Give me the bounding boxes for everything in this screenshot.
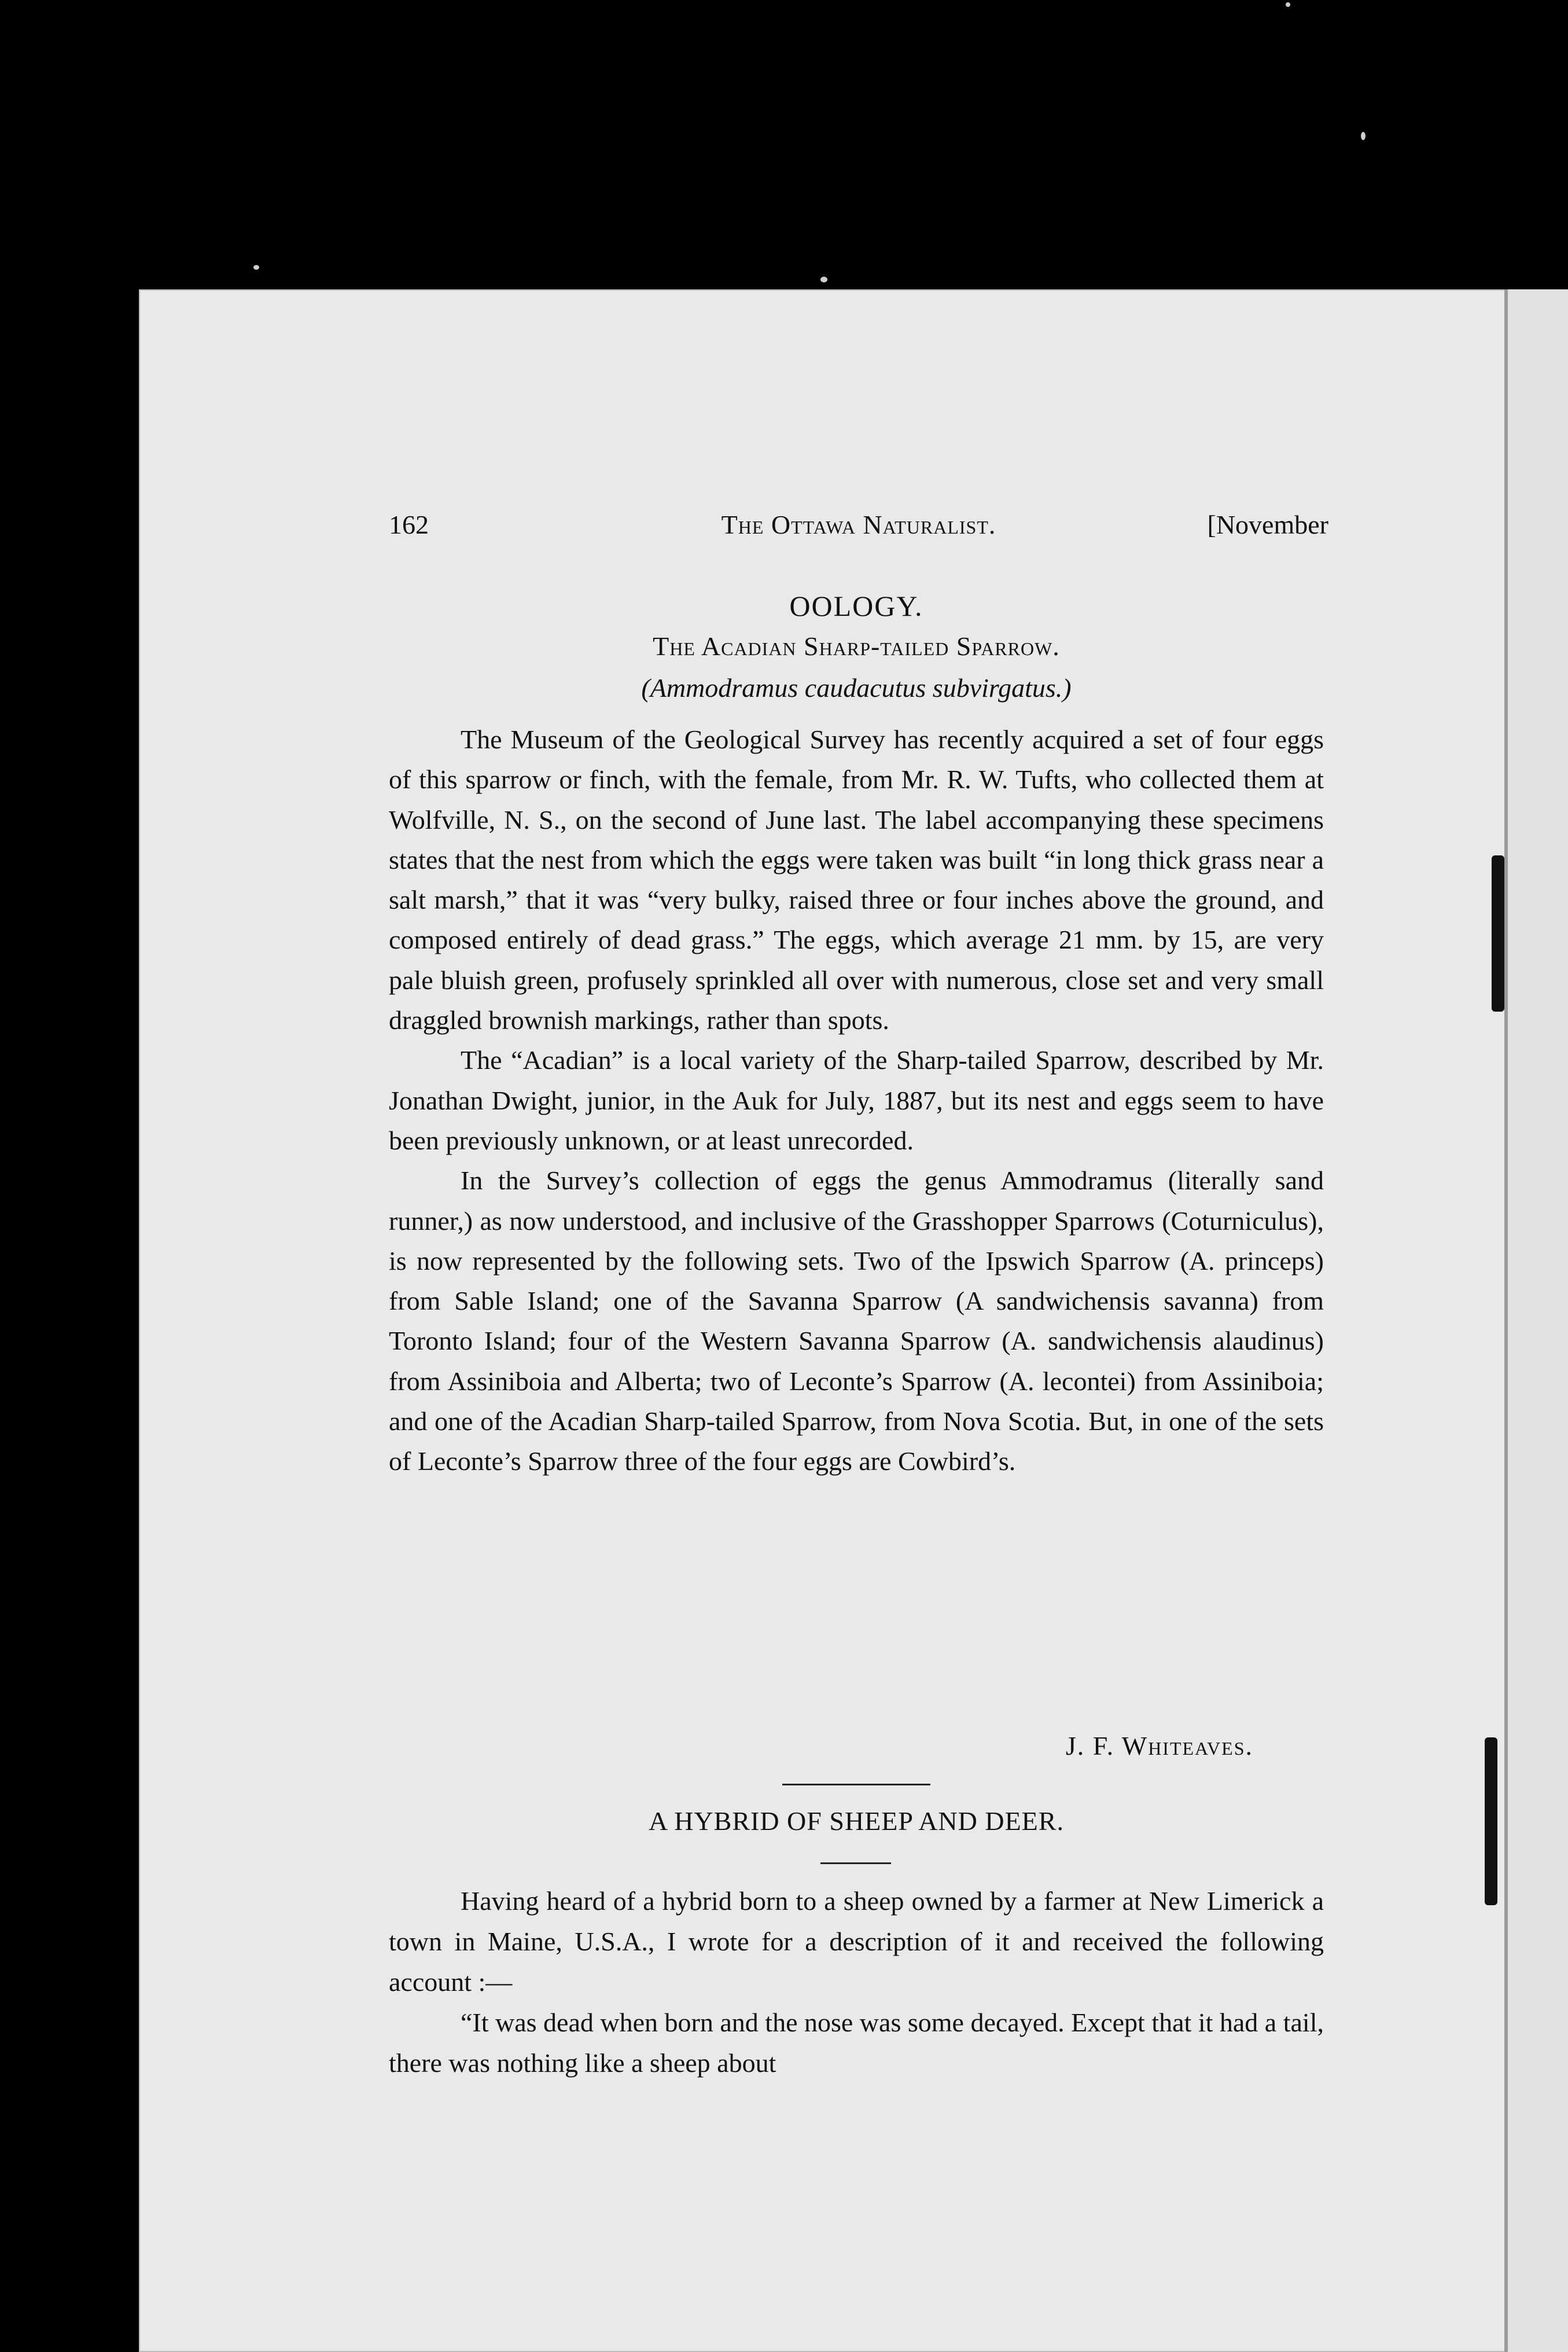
latin-name: (Ammodramus caudacutus subvirgatus.)	[641, 673, 1072, 703]
issue-month: [November	[1207, 510, 1328, 539]
paragraph: Having heard of a hybrid born to a sheep owned by a farmer at New Limerick a town in Maine, U.S.A., I wrote for a description of it and received the following account :—	[389, 1886, 1324, 1997]
film-speck	[820, 277, 827, 282]
page-number: 162	[389, 510, 429, 539]
paragraph: In the Survey’s collection of eggs the genus Ammodramus (literally sand runner,) as now understood, and inclusive of the Grasshopper Sparrows (Coturniculus), is now represented by the following sets. Two of the Ipswich Sparrow (A. princeps) from Sable Island; one of the Savanna Sparrow (A sandwichensis savanna) from Toronto Island; four of the Western Savanna Sparrow (A. sandwichensis alaudinus) from Assiniboia and Alberta; two of Leconte’s Sparrow (A. lecontei) from Assiniboia; and one of the Acadian Sharp-tailed Sparrow, from Nova Scotia. But, in one of the sets of Leconte’s Sparrow three of the four eggs are Cowbird’s.	[389, 1166, 1324, 1476]
film-speck	[1361, 132, 1365, 140]
paragraph: The Museum of the Geological Survey has recently acquired a set of four eggs of this sparrow or finch, with the female, from Mr. R. W. Tufts, who collected them at Wolfville, N. S., on the second of June last. The label accompanying these specimens states that the nest from which the eggs were taken was built “in long thick grass near a salt marsh,” that it was “very bulky, raised three or four inches above the ground, and composed entirely of dead grass.” The eggs, which average 21 mm. by 15, are very pale bluish green, profusely sprinkled all over with numerous, close set and very small draggled brownish markings, rather than spots.	[389, 725, 1324, 1035]
film-speck	[1286, 2, 1290, 7]
film-speck	[253, 265, 259, 270]
adjacent-page-strip	[1508, 289, 1568, 2352]
article-title: The Acadian Sharp-tailed Sparrow.	[653, 631, 1060, 661]
article-body	[389, 719, 1324, 1482]
article-body	[389, 1881, 1324, 2083]
author-signature: J. F. Whiteaves.	[1065, 1731, 1253, 1761]
article-title: A HYBRID OF SHEEP AND DEER.	[649, 1806, 1064, 1836]
paragraph: “It was dead when born and the nose was some decayed. Except that it had a tail, there was nothing like a sheep about	[389, 2008, 1324, 2078]
title-underline	[820, 1862, 891, 1864]
section-divider	[782, 1784, 930, 1785]
binding-mark	[1492, 855, 1504, 1012]
paragraph: The “Acadian” is a local variety of the Sharp-tailed Sparrow, described by Mr. Jonathan Dwight, junior, in the Auk for July, 1887, but its nest and eggs seem to have been previously unknown, or at least unrecorded.	[389, 1045, 1324, 1155]
binding-mark	[1485, 1737, 1497, 1905]
section-title: OOLOGY.	[789, 590, 923, 622]
running-header	[389, 509, 1328, 550]
journal-title: The Ottawa Naturalist.	[721, 510, 996, 539]
